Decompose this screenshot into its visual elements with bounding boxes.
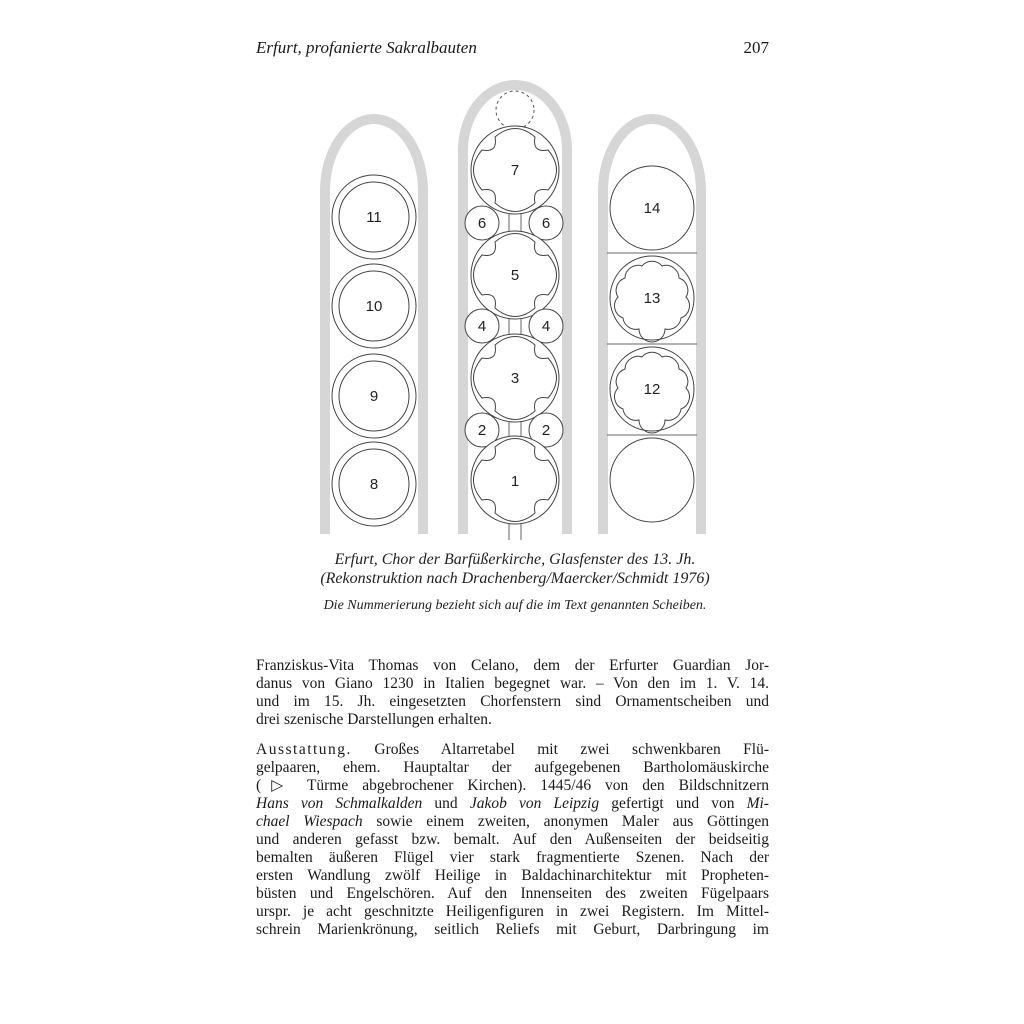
panel-7 — [471, 126, 559, 214]
panel-label: 5 — [510, 267, 520, 284]
text-line: ersten Wandlung zwölf Heilige in Baldachinarchitektur mit Propheten- — [256, 867, 769, 884]
text-line: gelpaaren, ehem. Hauptaltar der aufgegebenen Bartholomäuskirche — [256, 759, 769, 776]
right-window — [603, 119, 701, 534]
panel-5 — [471, 231, 559, 319]
panel-label: 10 — [365, 298, 383, 315]
panel-6-left — [465, 206, 499, 240]
text-line: (▷ Türme abgebrochener Kirchen). 1445/46 von den Bildschnitzern — [256, 777, 769, 794]
panel-9 — [332, 354, 416, 438]
caption-line: (Rekonstruktion nach Drachenberg/Maercker/Schmidt 1976) — [320, 570, 710, 587]
text-line: Franziskus-Vita Thomas von Celano, dem der Erfurter Guardian Jor- — [256, 657, 769, 674]
text-line: büsten und Engelschören. Auf den Innenseiten des zweiten Fügelpaars — [256, 885, 769, 902]
page-number: 207 — [743, 38, 769, 57]
left-window — [325, 119, 423, 534]
running-title: Erfurt, profanierte Sakralbauten — [256, 38, 477, 57]
artist-name: Mi- — [746, 795, 769, 812]
panel-label: 6 — [477, 215, 487, 232]
panel-label: 4 — [477, 318, 487, 335]
panel-label: 12 — [643, 381, 661, 398]
figure-caption — [200, 550, 830, 588]
text-line — [256, 795, 769, 813]
text-line: drei szenische Darstellungen erhalten. — [256, 711, 492, 728]
panel-label: 2 — [541, 422, 551, 439]
panel-label: 2 — [477, 422, 487, 439]
panel-10 — [332, 264, 416, 348]
paragraph — [256, 741, 769, 939]
text-line: urspr. je acht geschnitzte Heiligenfiguren in zwei Registern. Im Mittel- — [256, 903, 769, 920]
panel-11 — [332, 175, 416, 259]
panel-3 — [471, 334, 559, 422]
caption-line: Erfurt, Chor der Barfüßerkirche, Glasfenster des 13. Jh. — [334, 551, 696, 568]
figure-note: Die Nummerierung bezieht sich auf die im Text genannten Scheiben. — [323, 598, 707, 613]
middle-window — [463, 85, 567, 540]
panel-label: 8 — [369, 476, 379, 493]
missing-panel-circle — [496, 91, 534, 129]
panel-13 — [610, 256, 694, 342]
section-heading: Ausstattung. — [256, 741, 352, 758]
text-line: bemalten äußeren Flügel vier stark fragmentierte Szenen. Nach der — [256, 849, 769, 866]
text-line: schrein Marienkrönung, seitlich Reliefs mit Geburt, Darbringung im — [256, 921, 769, 938]
panel-empty — [610, 438, 694, 522]
panel-label: 7 — [510, 162, 520, 179]
panel-1 — [471, 436, 559, 524]
text-line: danus von Giano 1230 in Italien begegnet war. – Von den im 1. V. 14. — [256, 675, 769, 692]
panel-label: 13 — [643, 290, 661, 307]
text-line: und anderen gefasst bzw. bemalt. Auf den Außenseiten der beidseitig — [256, 831, 769, 848]
text-span: sowie einem zweiten, anonymen Maler aus Göttingen — [362, 813, 769, 830]
panel-8 — [332, 442, 416, 526]
panel-label: 14 — [643, 200, 661, 217]
artist-name: chael Wiespach — [256, 813, 363, 830]
panel-label: 11 — [366, 209, 382, 226]
panel-4-left — [465, 309, 499, 343]
panel-label: 3 — [510, 370, 520, 387]
text-line — [256, 741, 769, 759]
panel-label: 6 — [541, 215, 551, 232]
artist-name: Jakob von Leipzig — [469, 795, 600, 812]
panel-12 — [610, 347, 694, 433]
text-span: Großes Altarretabel mit zwei schwenkbaren Flü- — [374, 741, 769, 758]
paragraph — [256, 657, 769, 729]
text-span: und — [422, 795, 470, 812]
panel-14 — [610, 166, 694, 250]
panel-label: 1 — [510, 473, 520, 490]
panel-label: 9 — [369, 388, 379, 405]
text-line — [256, 813, 769, 831]
artist-name: Hans von Schmalkalden — [256, 795, 423, 812]
text-span: gefertigt und von — [599, 795, 747, 812]
panel-label: 4 — [541, 318, 551, 335]
text-line: und im 15. Jh. eingesetzten Chorfenstern sind Ornamentscheiben und — [256, 693, 769, 710]
